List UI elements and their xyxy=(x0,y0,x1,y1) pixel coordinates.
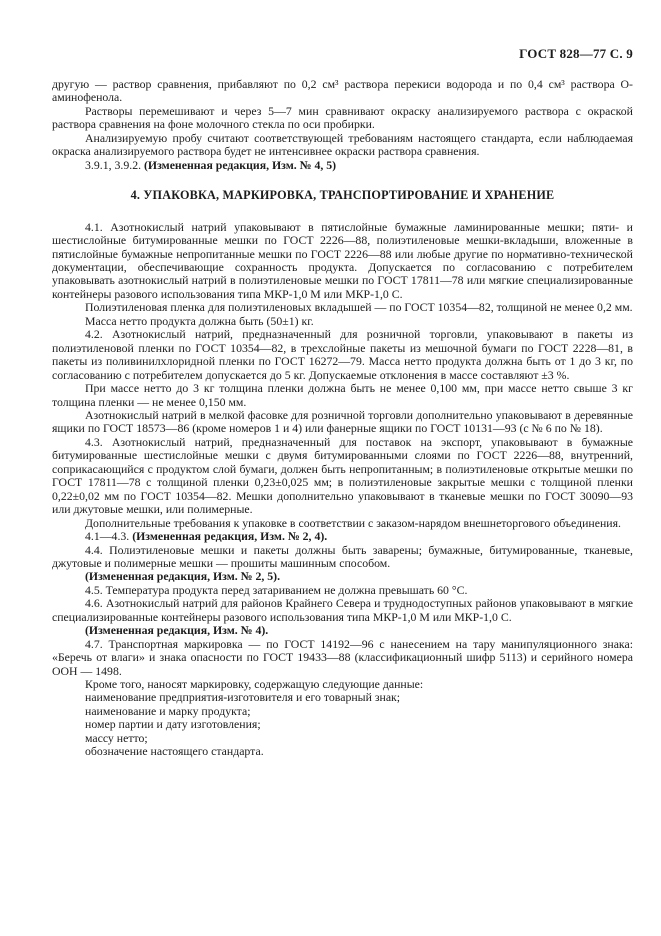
page-header: ГОСТ 828—77 С. 9 xyxy=(519,46,633,61)
text-run: 4.1—4.3. xyxy=(85,529,133,544)
paragraph xyxy=(52,436,633,517)
page-content xyxy=(52,46,633,759)
paragraph xyxy=(52,597,633,624)
paragraph xyxy=(52,221,633,302)
paragraph xyxy=(52,718,633,731)
text-run: 4.4. Полиэтиленовые мешки и пакеты должны быть заварены; бумажные, битумированные, тканевые, джутовые и полимерные мешки — прошиты машинным способом. xyxy=(52,542,633,570)
paragraph xyxy=(52,328,633,382)
text-run: Полиэтиленовая пленка для полиэтиленовых вкладышей — по ГОСТ 10354—82, толщиной не менее 0,2 мм. xyxy=(85,300,633,315)
paragraph xyxy=(52,78,633,105)
text-run-bold: 4. УПАКОВКА, МАРКИРОВКА, ТРАНСПОРТИРОВАНИЕ И ХРАНЕНИЕ xyxy=(130,188,555,203)
paragraph xyxy=(52,678,633,691)
document-text xyxy=(52,78,633,759)
paragraph xyxy=(52,105,633,132)
paragraph xyxy=(52,745,633,758)
text-run-bold: (Измененная редакция, Изм. № 2, 5). xyxy=(85,569,281,584)
text-run: Растворы перемешивают и через 5—7 мин сравнивают окраску анализируемого раствора с окраской раствора сравнения на фоне молочного стекла по оси пробирки. xyxy=(52,103,633,132)
paragraph xyxy=(52,517,633,530)
paragraph xyxy=(52,159,633,172)
text-run: 4.7. Транспортная маркировка — по ГОСТ 14192—96 с нанесением на тару манипуляционного знака: «Беречь от влаги» и знака опасности по ГОСТ 19433—88 (классификационный шифр 5113) и серийного номера ООН — 1498. xyxy=(52,636,633,678)
text-run: обозначение настоящего стандарта. xyxy=(85,744,264,759)
paragraph xyxy=(52,584,633,597)
text-run: 4.6. Азотнокислый натрий для районов Крайнего Севера и труднодоступных районов упаковывают в мягкие специализированные контейнеры разового использования типа МКР-1,0 М или МКР-1,0 С. xyxy=(52,596,633,624)
text-run: Анализируемую пробу считают соответствующей требованиям настоящего стандарта, если наблюдаемая окраска анализируемого раствора будет не интенсивнее окраски раствора сравнения. xyxy=(52,130,633,159)
paragraph xyxy=(52,132,633,159)
paragraph xyxy=(52,544,633,571)
section-heading xyxy=(52,189,633,202)
text-run-bold: (Измененная редакция, Изм. № 2, 4). xyxy=(132,529,328,544)
text-run-bold: (Измененная редакция, Изм. № 4). xyxy=(85,623,269,638)
text-run: Дополнительные требования к упаковке в соответствии с заказом-нарядом внешнеторгового объединения. xyxy=(85,515,621,530)
text-run: 4.5. Температура продукта перед затариванием не должна превышать 60 °С. xyxy=(85,582,468,597)
text-run: наименование и марку продукта; xyxy=(85,703,251,718)
paragraph xyxy=(52,732,633,745)
paragraph xyxy=(52,530,633,543)
paragraph xyxy=(52,382,633,409)
paragraph xyxy=(52,570,633,583)
paragraph xyxy=(52,624,633,637)
text-run: 4.1. Азотнокислый натрий упаковывают в пятислойные бумажные ламинированные мешки; пяти- и шестислойные битумированные мешки по ГОСТ 2226—88, полиэтиленовые мешки-вкладыши, вложенные в пятислойные бумажные непропитанные мешки по ГОСТ 2226—88 или любые другие по нормативно-технической документации, обеспечивающие сохранность продукта. Допускается по согласованию с потребителем упаковывать азотнокислый натрий в полиэтиленовые мешки по ГОСТ 17811—78 или мягкие специализированные контейнеры разового использования типа МКР-1,0 М или МКР-1,0 С. xyxy=(52,219,633,301)
paragraph xyxy=(52,315,633,328)
text-run: номер партии и дату изготовления; xyxy=(85,717,261,732)
text-run: 4.3. Азотнокислый натрий, предназначенный для поставок на экспорт, упаковывают в бумажные битумированные шестислойные мешки с двумя битумированными слоями по ГОСТ 2226—88, внутренний, соприкасающийся с продуктом слой бумаги, должен быть непропитанным; в полиэтиленовые открытые мешки по ГОСТ 17811—78 с толщиной пленки 0,23±0,025 мм; в полиэтиленовые закрытые мешки с толщиной пленки 0,22±0,02 мм по ГОСТ 10354—82. Мешки дополнительно упаковывают в тканевые мешки по ГОСТ 30090—93 или джутовые мешки, или полимерные. xyxy=(52,434,633,517)
paragraph xyxy=(52,638,633,678)
text-run: Масса нетто продукта должна быть (50±1) кг. xyxy=(85,313,314,328)
text-run: 4.2. Азотнокислый натрий, предназначенный для розничной торговли, упаковывают в пакеты из полиэтиленовой пленки по ГОСТ 10354—82, в трехслойные пакеты из мешочной бумаги по ГОСТ 2228—81, в пакеты из поливинилхлоридной пленки по ГОСТ 16272—79. Масса нетто продукта должна быть от 1 до 3 кг, по согласованию с потребителем допускается до 5 кг. Допускаемые отклонения в массе составляют ±3 %. xyxy=(52,327,633,382)
paragraph xyxy=(52,409,633,436)
paragraph xyxy=(52,301,633,314)
paragraph xyxy=(52,705,633,718)
text-run: наименование предприятия-изготовителя и его товарный знак; xyxy=(85,690,401,705)
text-run: другую — раствор сравнения, прибавляют по 0,2 см³ раствора перекиси водорода и по 0,4 см³ раствора О-аминофенола. xyxy=(52,77,633,105)
text-run: Азотнокислый натрий в мелкой фасовке для розничной торговли дополнительно упаковывают в деревянные ящики по ГОСТ 18573—86 (кроме номеров 1 и 4) или фанерные ящики по ГОСТ 10131—93 (с № 6 по № 18). xyxy=(52,407,633,436)
text-run: массу нетто; xyxy=(85,730,148,745)
text-run-bold: (Измененная редакция, Изм. № 4, 5) xyxy=(143,157,337,172)
text-run: Кроме того, наносят маркировку, содержащую следующие данные: xyxy=(85,677,424,692)
text-run: При массе нетто до 3 кг толщина пленки должна быть не менее 0,100 мм, при массе нетто свыше 3 кг толщина пленки — не менее 0,150 мм. xyxy=(52,381,633,409)
text-run: 3.9.1, 3.9.2. xyxy=(85,157,144,172)
paragraph xyxy=(52,691,633,704)
